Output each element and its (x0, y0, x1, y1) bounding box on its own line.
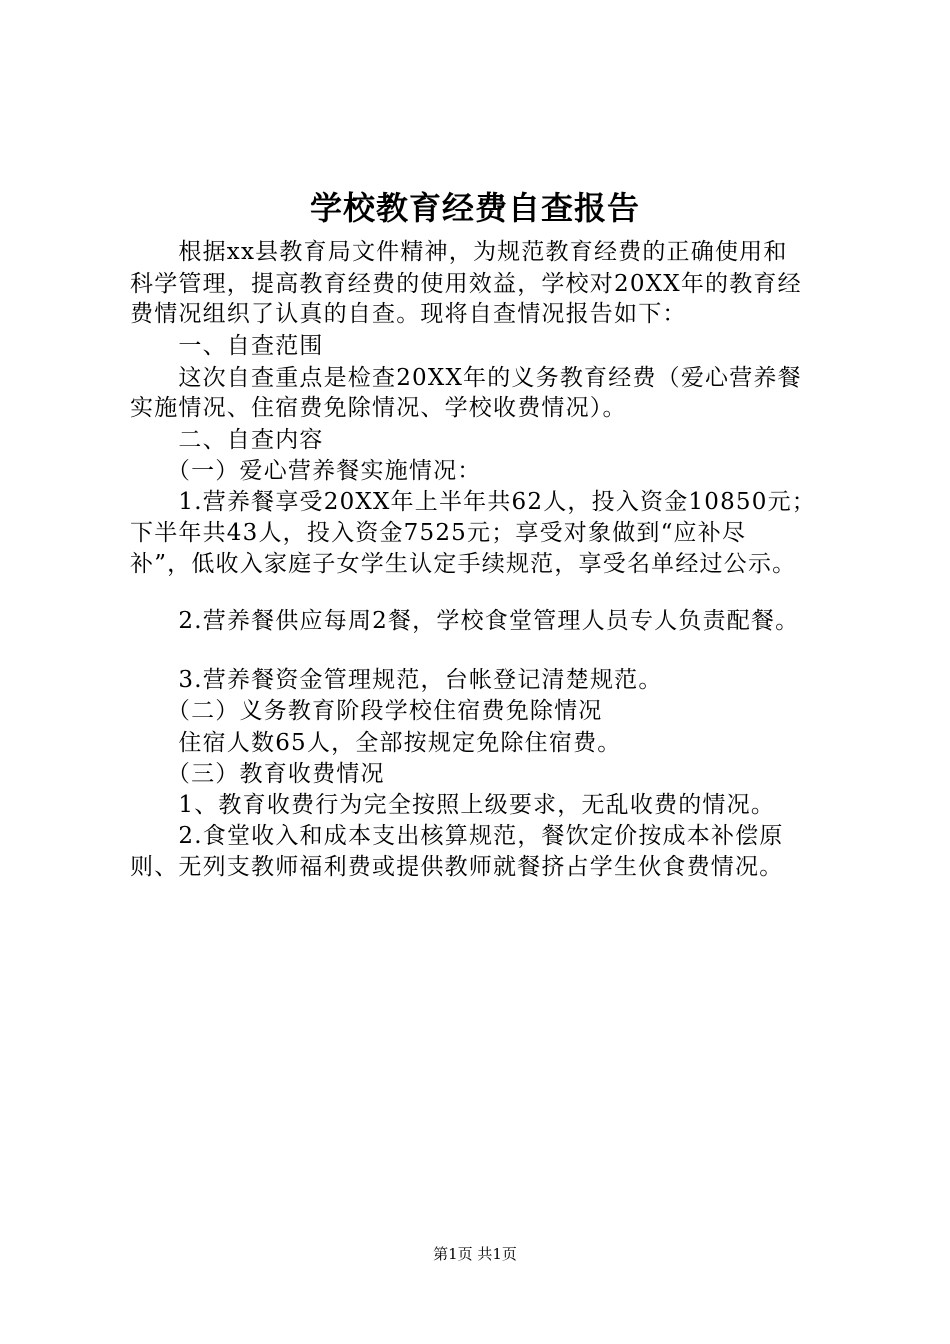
paragraph-line: 1.营养餐享受20XX年上半年共62人，投入资金10850元； (130, 489, 816, 515)
paragraph-line: 这次自查重点是检查20XX年的义务教育经费（爱心营养餐 (130, 365, 802, 391)
section-heading: 一、自查范围 (130, 333, 324, 359)
subsection-heading: （二）义务教育阶段学校住宿费免除情况 (130, 698, 603, 724)
paragraph-line: 3.营养餐资金管理规范，台帐登记清楚规范。 (130, 667, 663, 693)
section-heading: 二、自查内容 (130, 427, 324, 453)
paragraph-line: 则、无列支教师福利费或提供教师就餐挤占学生伙食费情况。 (130, 854, 784, 880)
paragraph-line: 实施情况、住宿费免除情况、学校收费情况）。 (130, 395, 627, 421)
page-number-footer: 第1页 共1页 (433, 1245, 517, 1263)
paragraph-line: 科学管理，提高教育经费的使用效益，学校对20XX年的教育经 (130, 271, 802, 297)
paragraph-line: 2.食堂收入和成本支出核算规范，餐饮定价按成本补偿原 (130, 823, 784, 849)
subsection-heading: （三）教育收费情况 (130, 761, 385, 787)
document-title: 学校教育经费自查报告 (309, 189, 640, 227)
subsection-heading: （一）爱心营养餐实施情况： (130, 458, 482, 484)
paragraph-line: 下半年共43人，投入资金7525元；享受对象做到“应补尽 (130, 520, 747, 546)
paragraph-line: 费情况组织了认真的自查。现将自查情况报告如下： (130, 301, 687, 327)
paragraph-line: 住宿人数65人，全部按规定免除住宿费。 (130, 730, 622, 756)
paragraph-line: 2.营养餐供应每周2餐，学校食堂管理人员专人负责配餐。 (130, 608, 800, 634)
paragraph-line: 根据xx县教育局文件精神，为规范教育经费的正确使用和 (130, 239, 788, 265)
paragraph-line: 补”，低收入家庭子女学生认定手续规范，享受名单经过公示。 (130, 551, 797, 577)
paragraph-line: 1、教育收费行为完全按照上级要求，无乱收费的情况。 (130, 792, 776, 818)
